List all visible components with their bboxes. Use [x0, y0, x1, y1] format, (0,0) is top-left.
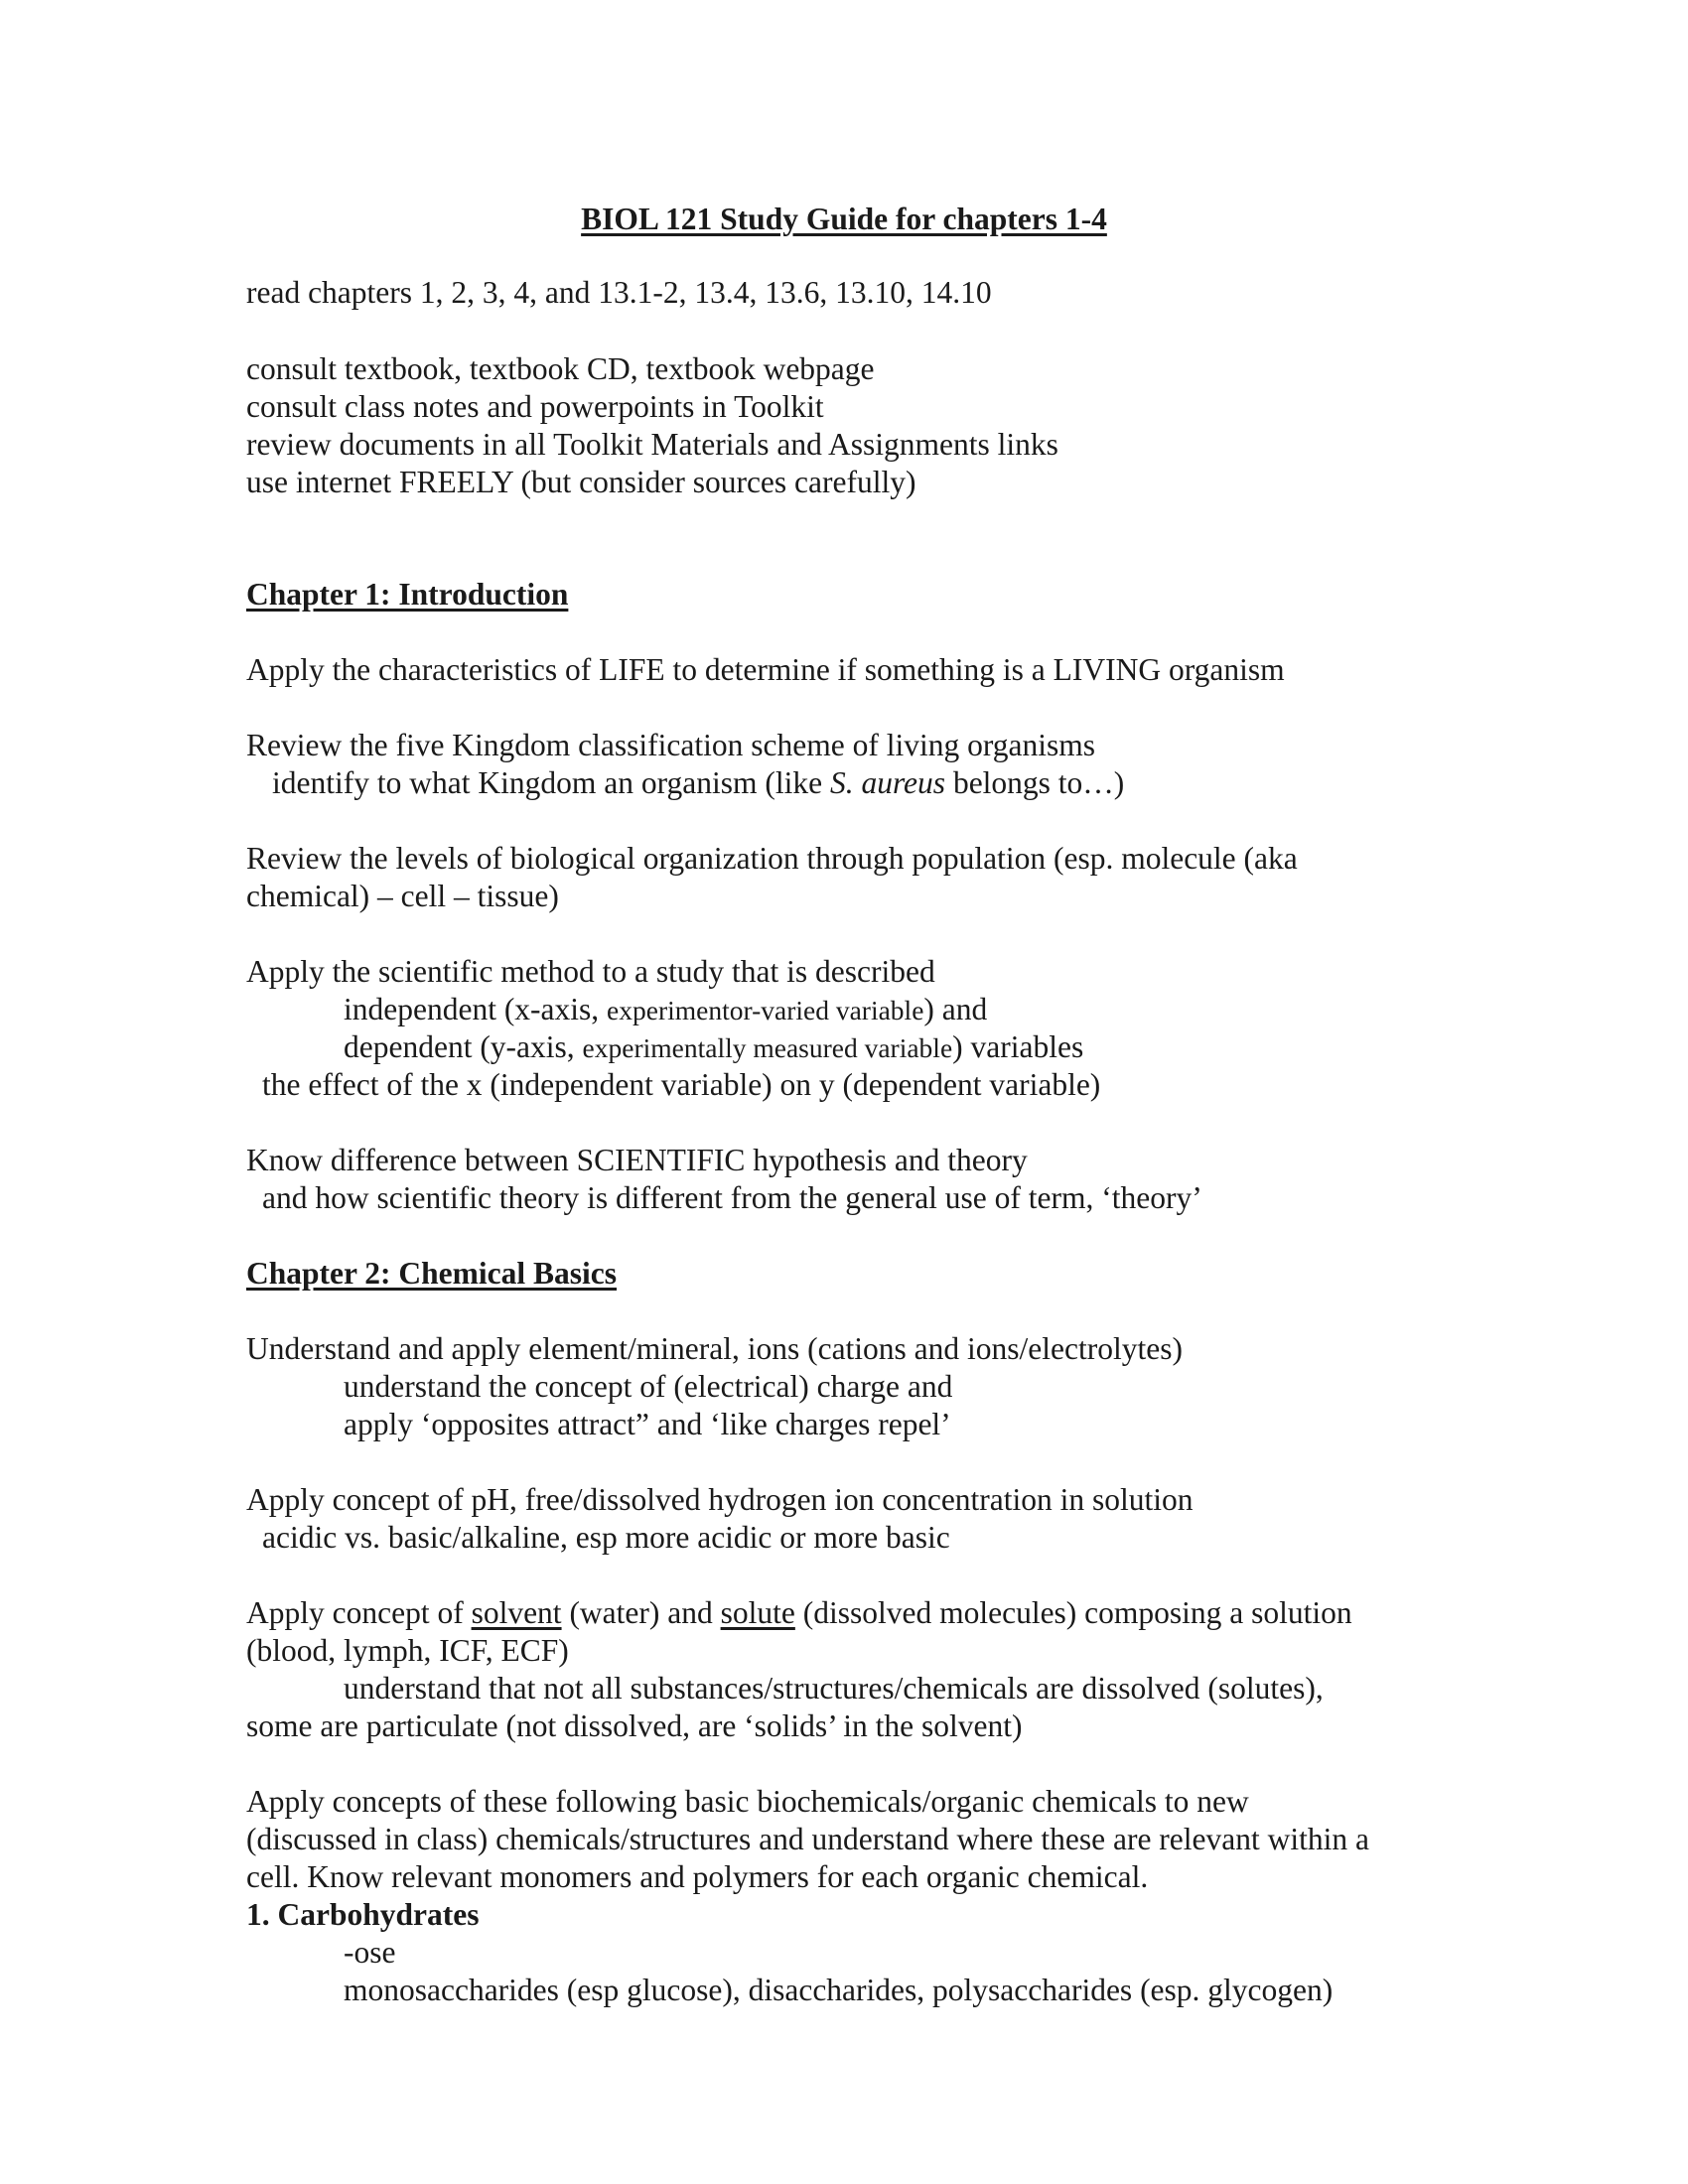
hypothesis-text-line2: and how scientific theory is different from the general use of term, ‘theory’ — [262, 1180, 1202, 1215]
solute-term: solute — [720, 1595, 795, 1630]
solution-text-a: Apply concept of — [246, 1595, 472, 1630]
dependent-text-b: ) variables — [952, 1029, 1084, 1064]
biochem-text-line3: cell. Know relevant monomers and polymers for each organic chemical. — [246, 1859, 1149, 1894]
ph-text-line1: Apply concept of pH, free/dissolved hydrogen ion concentration in solution — [246, 1482, 1194, 1517]
organism-name-italic: S. aureus — [829, 765, 946, 800]
dependent-variable-text — [344, 1028, 1083, 1067]
levels-text-line2: chemical) – cell – tissue) — [246, 879, 559, 913]
resource-line: consult textbook, textbook CD, textbook webpage — [246, 351, 875, 386]
chapter-1-heading: Chapter 1: Introduction — [246, 577, 569, 612]
solution-text-b: (water) and — [561, 1595, 721, 1630]
biochem-text-line2: (discussed in class) chemicals/structures and understand where these are relevant within a — [246, 1822, 1369, 1856]
carbohydrates-saccharides: monosaccharides (esp glucose), disaccharides, polysaccharides (esp. glycogen) — [344, 1973, 1334, 2007]
element-subtext-1: understand the concept of (electrical) charge and — [344, 1369, 953, 1404]
solution-text-line1 — [246, 1594, 1352, 1632]
scientific-method-text: Apply the scientific method to a study that is described — [246, 954, 935, 989]
kingdom-subtext-a: identify to what Kingdom an organism (like — [272, 765, 830, 800]
reading-assignment: read chapters 1, 2, 3, 4, and 13.1-2, 13.4, 13.6, 13.10, 14.10 — [246, 275, 992, 310]
kingdom-subtext-b: belongs to…) — [945, 765, 1125, 800]
document-title: BIOL 121 Study Guide for chapters 1-4 — [581, 202, 1107, 236]
levels-text-line1: Review the levels of biological organization through population (esp. molecule (aka — [246, 841, 1298, 876]
hypothesis-text-line1: Know difference between SCIENTIFIC hypothesis and theory — [246, 1143, 1028, 1177]
solution-text-line2: (blood, lymph, ICF, ECF) — [246, 1633, 569, 1668]
chapter-2-heading: Chapter 2: Chemical Basics — [246, 1256, 618, 1291]
independent-text-small: experimentor-varied variable — [607, 995, 924, 1025]
resource-line: consult class notes and powerpoints in Toolkit — [246, 389, 824, 424]
solution-text-line4: some are particulate (not dissolved, are ‘solids’ in the solvent) — [246, 1708, 1023, 1743]
life-characteristics-text: Apply the characteristics of LIFE to determine if something is a LIVING organism — [246, 652, 1285, 687]
solvent-term: solvent — [471, 1595, 562, 1630]
resource-line: review documents in all Toolkit Materials and Assignments links — [246, 427, 1058, 462]
effect-text: the effect of the x (independent variable) on y (dependent variable) — [262, 1067, 1101, 1102]
solution-text-line3: understand that not all substances/structures/chemicals are dissolved (solutes), — [344, 1671, 1324, 1706]
independent-text-b: ) and — [923, 992, 988, 1026]
biochem-text-line1: Apply concepts of these following basic biochemicals/organic chemicals to new — [246, 1784, 1249, 1819]
independent-variable-text — [344, 991, 987, 1029]
independent-text-a: independent (x-axis, — [344, 992, 608, 1026]
kingdom-subtext — [272, 764, 1124, 802]
ph-text-line2: acidic vs. basic/alkaline, esp more acidic or more basic — [262, 1520, 950, 1555]
dependent-text-small: experimentally measured variable — [582, 1032, 953, 1063]
dependent-text-a: dependent (y-axis, — [344, 1029, 583, 1064]
element-subtext-2: apply ‘opposites attract” and ‘like charges repel’ — [344, 1407, 951, 1441]
carbohydrates-ose: -ose — [344, 1935, 396, 1970]
carbohydrates-heading: 1. Carbohydrates — [246, 1897, 480, 1932]
solution-text-c: (dissolved molecules) composing a solution — [794, 1595, 1352, 1630]
element-text: Understand and apply element/mineral, ions (cations and ions/electrolytes) — [246, 1331, 1183, 1366]
resource-line: use internet FREELY (but consider sources carefully) — [246, 465, 916, 499]
kingdom-text: Review the five Kingdom classification scheme of living organisms — [246, 728, 1095, 762]
